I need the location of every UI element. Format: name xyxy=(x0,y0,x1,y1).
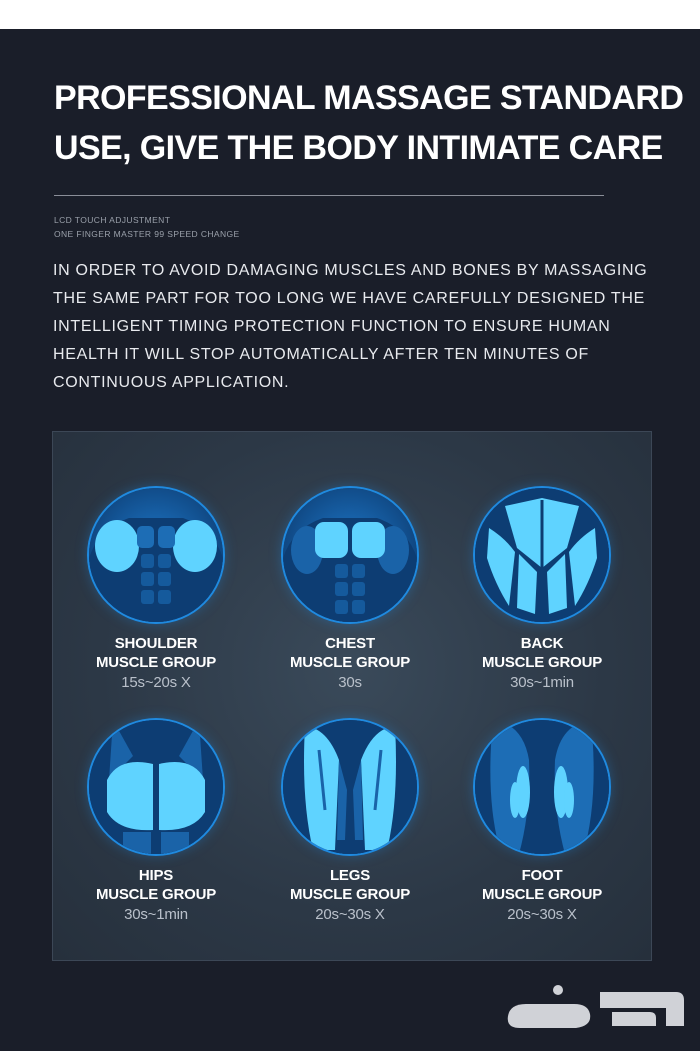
massage-duration: 30s~1min xyxy=(124,906,188,923)
muscle-group-label: MUSCLE GROUP xyxy=(481,654,603,671)
muscle-name: FOOT xyxy=(521,867,563,884)
chest-muscle-icon xyxy=(283,488,417,622)
massage-duration: 30s~1min xyxy=(510,674,574,691)
description-line-1: IN ORDER TO AVOID DAMAGING MUSCLES AND BONES BY MASSAGING xyxy=(53,262,648,279)
muscle-card-legs xyxy=(251,720,441,940)
headline xyxy=(54,73,694,173)
muscle-name: CHEST xyxy=(325,635,375,652)
muscle-name: LEGS xyxy=(329,867,371,884)
massage-duration: 20s~30s X xyxy=(315,906,385,923)
muscle-name: HIPS xyxy=(138,867,174,884)
muscle-name: BACK xyxy=(520,635,564,652)
subtitle-line-2: ONE FINGER MASTER 99 SPEED CHANGE xyxy=(54,229,240,239)
subtitle-line-1: LCD TOUCH ADJUSTMENT xyxy=(54,215,171,225)
massage-duration: 15s~20s X xyxy=(121,674,191,691)
description-line-4: HEALTH IT WILL STOP AUTOMATICALLY AFTER TEN MINUTES OF xyxy=(53,346,589,363)
description-line-2: THE SAME PART FOR TOO LONG WE HAVE CAREFULLY DESIGNED THE xyxy=(53,290,646,307)
muscle-group-label: MUSCLE GROUP xyxy=(95,886,217,903)
divider xyxy=(54,195,604,196)
muscle-card-foot xyxy=(443,720,633,940)
muscle-card-hips xyxy=(57,720,247,940)
description xyxy=(53,257,683,397)
description-line-5: CONTINUOUS APPLICATION. xyxy=(53,374,290,391)
foot-muscle-icon xyxy=(475,720,609,854)
muscle-group-label: MUSCLE GROUP xyxy=(289,886,411,903)
description-line-3: INTELLIGENT TIMING PROTECTION FUNCTION TO ENSURE HUMAN xyxy=(53,318,611,335)
massage-duration: 30s xyxy=(338,674,362,691)
top-white-strip xyxy=(0,0,700,29)
muscle-group-label: MUSCLE GROUP xyxy=(289,654,411,671)
headline-line-2: USE, GIVE THE BODY INTIMATE CARE xyxy=(54,129,663,167)
muscle-card-chest xyxy=(251,488,441,708)
shoulder-muscle-icon xyxy=(89,488,223,622)
legs-muscle-icon xyxy=(283,720,417,854)
product-info-page xyxy=(0,29,700,1051)
muscle-name: SHOULDER xyxy=(114,635,198,652)
muscle-group-label: MUSCLE GROUP xyxy=(95,654,217,671)
headline-line-1: PROFESSIONAL MASSAGE STANDARD xyxy=(54,79,684,117)
back-muscle-icon xyxy=(475,488,609,622)
muscle-card-shoulder xyxy=(57,488,247,708)
haraj-logo-watermark xyxy=(500,970,690,1040)
muscle-group-label: MUSCLE GROUP xyxy=(481,886,603,903)
feature-subtitle xyxy=(54,213,240,241)
hips-muscle-icon xyxy=(89,720,223,854)
muscle-card-back xyxy=(443,488,633,708)
muscle-group-panel xyxy=(52,431,652,961)
massage-duration: 20s~30s X xyxy=(507,906,577,923)
